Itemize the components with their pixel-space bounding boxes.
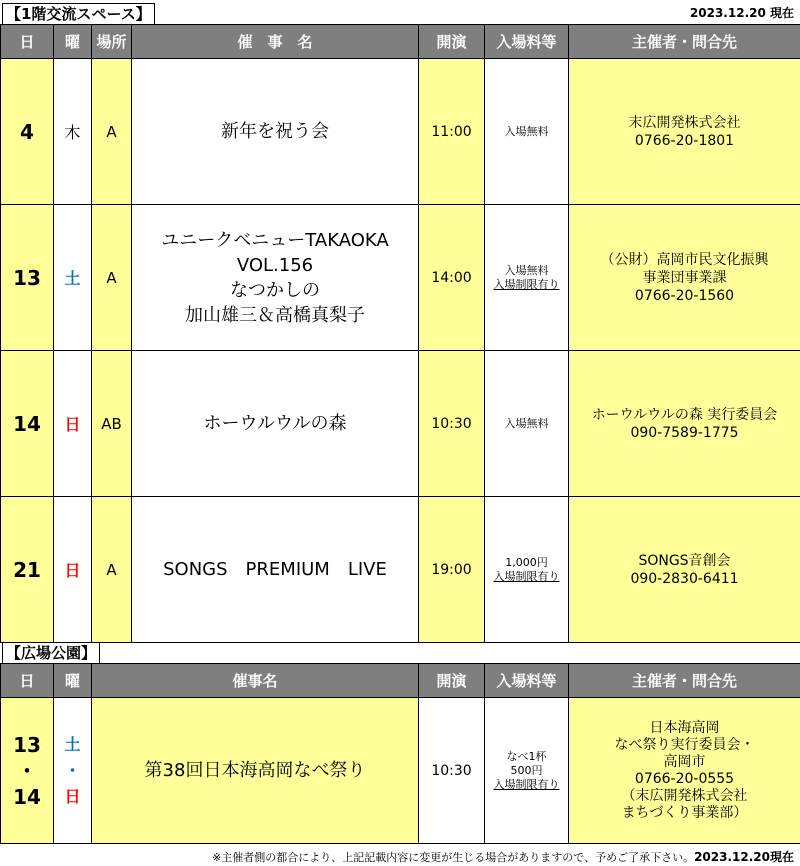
- cell-venue: AB: [92, 351, 132, 497]
- header-time: 開演: [419, 25, 485, 59]
- cell-venue: A: [92, 205, 132, 351]
- cell-organizer: ホーウルウルの森 実行委員会 090-7589-1775: [569, 351, 800, 497]
- header-fee: 入場料等: [485, 25, 569, 59]
- header-event: 催 事 名: [132, 25, 419, 59]
- cell-event: SONGS PREMIUM LIVE: [132, 497, 419, 643]
- cell-time: 10:30: [419, 698, 485, 844]
- cell-day: 21: [1, 497, 54, 643]
- cell-organizer: 日本海高岡 なべ祭り実行委員会・ 高岡市 0766-20-0555 （末広開発株式会社 まちづくり事業部）: [569, 698, 800, 844]
- header-organizer: 主催者・問合先: [569, 664, 800, 698]
- table-header-row: [1, 664, 800, 698]
- cell-weekday: 日: [54, 351, 92, 497]
- section1-title: 【1階交流スペース】: [2, 3, 155, 24]
- cell-organizer: （公財）高岡市民文化振興 事業団事業課 0766-20-1560: [569, 205, 800, 351]
- cell-event: ユニークベニューTAKAOKA VOL.156 なつかしの 加山雄三＆高橋真梨子: [132, 205, 419, 351]
- footnote: ※主催者側の都合により、上記記載内容に変更が生じる場合がありますので、予めご了承下さい。2023.12.20現在: [212, 850, 794, 864]
- cell-fee: 入場無料: [485, 59, 569, 205]
- as-of-date: 2023.12.20 現在: [689, 6, 794, 20]
- fee-limit-note: 入場制限有り: [493, 277, 560, 291]
- cell-day: 13: [1, 205, 54, 351]
- cell-day: 4: [1, 59, 54, 205]
- header-weekday: 曜: [54, 25, 92, 59]
- cell-weekday: 日: [54, 497, 92, 643]
- section2-title: 【広場公園】: [2, 642, 100, 663]
- cell-organizer: SONGS音創会 090-2830-6411: [569, 497, 800, 643]
- table-row: [1, 205, 800, 351]
- cell-event: 第38回日本海高岡なべ祭り: [92, 698, 419, 844]
- table-row: [1, 59, 800, 205]
- header-event: 催事名: [92, 664, 419, 698]
- cell-venue: A: [92, 497, 132, 643]
- header-venue: 場所: [92, 25, 132, 59]
- header-fee: 入場料等: [485, 664, 569, 698]
- cell-day: 14: [1, 351, 54, 497]
- cell-time: 19:00: [419, 497, 485, 643]
- cell-fee: 入場無料: [485, 351, 569, 497]
- cell-fee: なべ1杯 500円 入場制限有り: [485, 698, 569, 844]
- table-row: [1, 497, 800, 643]
- cell-weekday: 木: [54, 59, 92, 205]
- header-time: 開演: [419, 664, 485, 698]
- cell-time: 10:30: [419, 351, 485, 497]
- cell-fee: 入場無料 入場制限有り: [485, 205, 569, 351]
- cell-weekday: 土 ・ 日: [54, 698, 92, 844]
- table-row: [1, 351, 800, 497]
- cell-weekday: 土: [54, 205, 92, 351]
- header-day: 日: [1, 664, 54, 698]
- footnote-date: 2023.12.20現在: [694, 850, 794, 864]
- table-row: [1, 698, 800, 844]
- table-header-row: [1, 25, 800, 59]
- header-weekday: 曜: [54, 664, 92, 698]
- cell-event: 新年を祝う会: [132, 59, 419, 205]
- cell-time: 14:00: [419, 205, 485, 351]
- schedule-table-hall: [0, 24, 800, 643]
- header-organizer: 主催者・問合先: [569, 25, 800, 59]
- schedule-table-plaza: [0, 663, 800, 844]
- cell-day: 13 ・ 14: [1, 698, 54, 844]
- header-day: 日: [1, 25, 54, 59]
- cell-organizer: 末広開発株式会社 0766-20-1801: [569, 59, 800, 205]
- cell-fee: 1,000円 入場制限有り: [485, 497, 569, 643]
- fee-limit-note: 入場制限有り: [493, 777, 560, 791]
- cell-event: ホーウルウルの森: [132, 351, 419, 497]
- cell-venue: A: [92, 59, 132, 205]
- cell-time: 11:00: [419, 59, 485, 205]
- fee-limit-note: 入場制限有り: [493, 569, 560, 583]
